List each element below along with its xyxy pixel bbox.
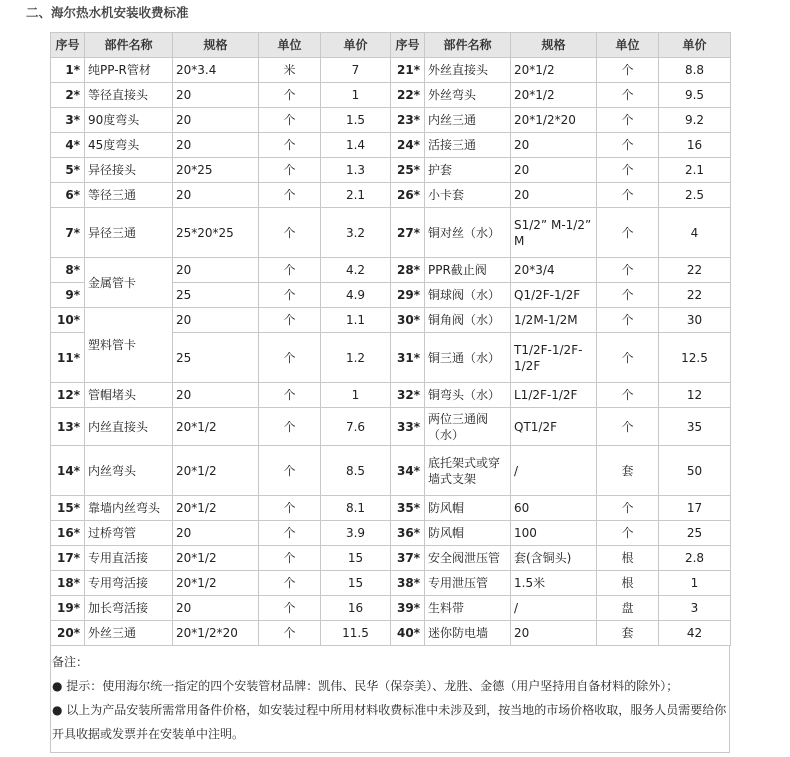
cell-unit: 个 [597, 408, 659, 446]
cell-spec: 20 [173, 108, 259, 133]
cell-spec: 20*3/4 [511, 258, 597, 283]
col-header: 部件名称 [85, 33, 173, 58]
cell-name: 外丝直接头 [425, 58, 511, 83]
table-row [51, 208, 731, 258]
cell-no: 36* [391, 521, 425, 546]
cell-no: 40* [391, 621, 425, 646]
table-header-row [51, 33, 731, 58]
cell-spec: 套(含铜头) [511, 546, 597, 571]
cell-price: 12.5 [659, 333, 731, 383]
table-row [51, 521, 731, 546]
cell-name: 过桥弯管 [85, 521, 173, 546]
cell-price: 16 [659, 133, 731, 158]
cell-name: 活接三通 [425, 133, 511, 158]
cell-name: 生料带 [425, 596, 511, 621]
cell-no: 4* [51, 133, 85, 158]
cell-name: 专用弯活接 [85, 571, 173, 596]
cell-unit: 个 [259, 283, 321, 308]
cell-no: 13* [51, 408, 85, 446]
table-row [51, 408, 731, 446]
price-table-container [50, 32, 730, 753]
cell-spec: 20 [173, 521, 259, 546]
col-header: 单位 [259, 33, 321, 58]
cell-no: 10* [51, 308, 85, 333]
cell-spec: 20 [173, 258, 259, 283]
cell-name: 金属管卡 [85, 258, 173, 308]
col-header: 单位 [597, 33, 659, 58]
cell-price: 22 [659, 258, 731, 283]
cell-name: 小卡套 [425, 183, 511, 208]
cell-price: 1.3 [321, 158, 391, 183]
cell-price: 9.2 [659, 108, 731, 133]
cell-name: 迷你防电墙 [425, 621, 511, 646]
cell-no: 15* [51, 496, 85, 521]
cell-unit: 个 [259, 133, 321, 158]
cell-name: 塑料管卡 [85, 308, 173, 383]
cell-price: 42 [659, 621, 731, 646]
cell-unit: 个 [597, 496, 659, 521]
cell-spec: 20*1/2 [511, 83, 597, 108]
cell-spec: 20 [511, 621, 597, 646]
cell-name: 等径直接头 [85, 83, 173, 108]
cell-spec: 20*3.4 [173, 58, 259, 83]
notes-line: ● 提示：使用海尔统一指定的四个安装管材品牌：凯伟、民华（保奈美）、龙胜、金德（用户坚持用自备材料的除外）； [52, 679, 679, 693]
cell-no: 6* [51, 183, 85, 208]
table-row [51, 383, 731, 408]
cell-name: 铜弯头（水） [425, 383, 511, 408]
price-table [50, 32, 731, 646]
cell-price: 1.2 [321, 333, 391, 383]
cell-unit: 个 [259, 621, 321, 646]
cell-spec: 20*1/2 [511, 58, 597, 83]
table-row [51, 621, 731, 646]
table-row [51, 58, 731, 83]
cell-spec: 20*1/2 [173, 546, 259, 571]
cell-price: 11.5 [321, 621, 391, 646]
cell-unit: 个 [259, 333, 321, 383]
cell-price: 35 [659, 408, 731, 446]
cell-name: 铜角阀（水） [425, 308, 511, 333]
cell-no: 26* [391, 183, 425, 208]
col-header: 单价 [659, 33, 731, 58]
cell-price: 2.1 [321, 183, 391, 208]
cell-spec: 1/2M-1/2M [511, 308, 597, 333]
cell-unit: 套 [597, 621, 659, 646]
table-row [51, 108, 731, 133]
cell-spec: Q1/2F-1/2F [511, 283, 597, 308]
cell-name: 内丝直接头 [85, 408, 173, 446]
table-row [51, 496, 731, 521]
cell-name: 专用泄压管 [425, 571, 511, 596]
cell-price: 8.8 [659, 58, 731, 83]
cell-no: 16* [51, 521, 85, 546]
cell-price: 4 [659, 208, 731, 258]
cell-name: 45度弯头 [85, 133, 173, 158]
cell-spec: QT1/2F [511, 408, 597, 446]
cell-name: 护套 [425, 158, 511, 183]
cell-price: 25 [659, 521, 731, 546]
cell-unit: 个 [259, 208, 321, 258]
cell-spec: 20 [173, 308, 259, 333]
cell-no: 33* [391, 408, 425, 446]
cell-price: 1 [321, 383, 391, 408]
cell-spec: 25 [173, 333, 259, 383]
cell-unit: 个 [597, 58, 659, 83]
cell-no: 9* [51, 283, 85, 308]
cell-name: 异径接头 [85, 158, 173, 183]
cell-price: 12 [659, 383, 731, 408]
cell-name: 铜对丝（水） [425, 208, 511, 258]
notes-line: ● 以上为产品安装所需常用备件价格，如安装过程中所用材料收费标准中未涉及到，按当地的市场价格收取，服务人员需要给你开具收据或发票并在安装单中注明。 [52, 703, 727, 741]
cell-name: 铜球阀（水） [425, 283, 511, 308]
cell-spec: 1.5米 [511, 571, 597, 596]
cell-price: 8.5 [321, 446, 391, 496]
cell-price: 4.9 [321, 283, 391, 308]
cell-no: 39* [391, 596, 425, 621]
cell-spec: 20 [173, 83, 259, 108]
cell-unit: 个 [259, 83, 321, 108]
cell-name: 安全阀泄压管 [425, 546, 511, 571]
cell-no: 20* [51, 621, 85, 646]
cell-unit: 个 [597, 183, 659, 208]
cell-spec: 20*1/2 [173, 571, 259, 596]
cell-price: 3.2 [321, 208, 391, 258]
cell-price: 1.5 [321, 108, 391, 133]
cell-spec: 20 [511, 158, 597, 183]
cell-price: 7.6 [321, 408, 391, 446]
cell-price: 8.1 [321, 496, 391, 521]
cell-name: 外丝三通 [85, 621, 173, 646]
cell-unit: 个 [597, 108, 659, 133]
col-header: 序号 [391, 33, 425, 58]
table-row [51, 546, 731, 571]
cell-price: 1.4 [321, 133, 391, 158]
cell-unit: 个 [597, 521, 659, 546]
cell-name: PPR截止阀 [425, 258, 511, 283]
cell-no: 30* [391, 308, 425, 333]
cell-name: 内丝三通 [425, 108, 511, 133]
cell-unit: 根 [597, 546, 659, 571]
cell-spec: / [511, 446, 597, 496]
cell-price: 4.2 [321, 258, 391, 283]
cell-price: 3.9 [321, 521, 391, 546]
cell-price: 30 [659, 308, 731, 333]
col-header: 规格 [173, 33, 259, 58]
cell-no: 7* [51, 208, 85, 258]
cell-unit: 个 [259, 496, 321, 521]
cell-no: 24* [391, 133, 425, 158]
cell-unit: 个 [259, 446, 321, 496]
cell-name: 防风帽 [425, 521, 511, 546]
cell-no: 38* [391, 571, 425, 596]
cell-unit: 个 [597, 258, 659, 283]
cell-unit: 个 [597, 133, 659, 158]
cell-unit: 根 [597, 571, 659, 596]
cell-spec: 20 [173, 383, 259, 408]
cell-spec: 20*1/2*20 [511, 108, 597, 133]
cell-price: 1 [321, 83, 391, 108]
cell-unit: 个 [597, 158, 659, 183]
cell-spec: 20*1/2 [173, 408, 259, 446]
cell-name: 专用直活接 [85, 546, 173, 571]
cell-no: 8* [51, 258, 85, 283]
cell-spec: 25*20*25 [173, 208, 259, 258]
cell-price: 2.5 [659, 183, 731, 208]
cell-no: 21* [391, 58, 425, 83]
cell-spec: S1/2” M-1/2” M [511, 208, 597, 258]
col-header: 部件名称 [425, 33, 511, 58]
cell-name: 防风帽 [425, 496, 511, 521]
cell-no: 29* [391, 283, 425, 308]
cell-price: 17 [659, 496, 731, 521]
cell-unit: 个 [259, 596, 321, 621]
col-header: 序号 [51, 33, 85, 58]
cell-no: 3* [51, 108, 85, 133]
cell-no: 17* [51, 546, 85, 571]
cell-name: 两位三通阀（水） [425, 408, 511, 446]
cell-unit: 个 [259, 258, 321, 283]
table-row [51, 571, 731, 596]
cell-name: 90度弯头 [85, 108, 173, 133]
table-row [51, 308, 731, 333]
cell-spec: 100 [511, 521, 597, 546]
cell-spec: 20*1/2*20 [173, 621, 259, 646]
cell-spec: / [511, 596, 597, 621]
cell-price: 22 [659, 283, 731, 308]
cell-no: 23* [391, 108, 425, 133]
table-row [51, 83, 731, 108]
cell-no: 32* [391, 383, 425, 408]
cell-name: 铜三通（水） [425, 333, 511, 383]
cell-name: 异径三通 [85, 208, 173, 258]
cell-spec: 25 [173, 283, 259, 308]
cell-no: 22* [391, 83, 425, 108]
cell-unit: 个 [597, 83, 659, 108]
cell-price: 1.1 [321, 308, 391, 333]
cell-unit: 米 [259, 58, 321, 83]
table-row [51, 133, 731, 158]
cell-no: 28* [391, 258, 425, 283]
cell-unit: 个 [259, 546, 321, 571]
cell-spec: 20*1/2 [173, 496, 259, 521]
cell-name: 靠墙内丝弯头 [85, 496, 173, 521]
cell-spec: 20 [173, 133, 259, 158]
cell-spec: 20 [173, 596, 259, 621]
cell-no: 5* [51, 158, 85, 183]
cell-spec: 20 [511, 133, 597, 158]
cell-spec: L1/2F-1/2F [511, 383, 597, 408]
cell-price: 15 [321, 571, 391, 596]
table-row [51, 258, 731, 283]
cell-spec: 20*25 [173, 158, 259, 183]
table-row [51, 596, 731, 621]
table-row [51, 183, 731, 208]
cell-unit: 套 [597, 446, 659, 496]
cell-price: 2.8 [659, 546, 731, 571]
cell-no: 19* [51, 596, 85, 621]
cell-no: 25* [391, 158, 425, 183]
cell-no: 12* [51, 383, 85, 408]
cell-price: 7 [321, 58, 391, 83]
cell-no: 2* [51, 83, 85, 108]
cell-unit: 个 [597, 283, 659, 308]
cell-name: 加长弯活接 [85, 596, 173, 621]
cell-unit: 盘 [597, 596, 659, 621]
cell-name: 外丝弯头 [425, 83, 511, 108]
table-row [51, 446, 731, 496]
table-body [51, 58, 731, 646]
cell-price: 2.1 [659, 158, 731, 183]
cell-unit: 个 [597, 308, 659, 333]
cell-price: 9.5 [659, 83, 731, 108]
cell-spec: 20 [511, 183, 597, 208]
table-row [51, 158, 731, 183]
cell-unit: 个 [259, 521, 321, 546]
cell-unit: 个 [259, 571, 321, 596]
cell-no: 14* [51, 446, 85, 496]
notes-title: 备注： [52, 655, 89, 669]
cell-unit: 个 [259, 183, 321, 208]
cell-price: 3 [659, 596, 731, 621]
cell-no: 35* [391, 496, 425, 521]
cell-unit: 个 [597, 383, 659, 408]
cell-spec: 20 [173, 183, 259, 208]
cell-name: 纯PP-R管材 [85, 58, 173, 83]
cell-price: 1 [659, 571, 731, 596]
col-header: 单价 [321, 33, 391, 58]
cell-no: 18* [51, 571, 85, 596]
cell-price: 15 [321, 546, 391, 571]
cell-no: 27* [391, 208, 425, 258]
cell-unit: 个 [259, 408, 321, 446]
notes-section [50, 646, 730, 753]
cell-name: 等径三通 [85, 183, 173, 208]
cell-name: 内丝弯头 [85, 446, 173, 496]
cell-spec: 20*1/2 [173, 446, 259, 496]
cell-no: 31* [391, 333, 425, 383]
cell-no: 34* [391, 446, 425, 496]
section-heading: 二、海尔热水机安装收费标准 [26, 5, 189, 20]
cell-spec: T1/2F-1/2F-1/2F [511, 333, 597, 383]
cell-name: 管帽堵头 [85, 383, 173, 408]
cell-no: 11* [51, 333, 85, 383]
cell-unit: 个 [259, 308, 321, 333]
cell-unit: 个 [597, 208, 659, 258]
cell-unit: 个 [259, 158, 321, 183]
cell-name: 底托架式或穿墙式支架 [425, 446, 511, 496]
cell-price: 16 [321, 596, 391, 621]
cell-spec: 60 [511, 496, 597, 521]
cell-no: 1* [51, 58, 85, 83]
cell-unit: 个 [597, 333, 659, 383]
col-header: 规格 [511, 33, 597, 58]
cell-unit: 个 [259, 108, 321, 133]
cell-no: 37* [391, 546, 425, 571]
cell-unit: 个 [259, 383, 321, 408]
cell-price: 50 [659, 446, 731, 496]
